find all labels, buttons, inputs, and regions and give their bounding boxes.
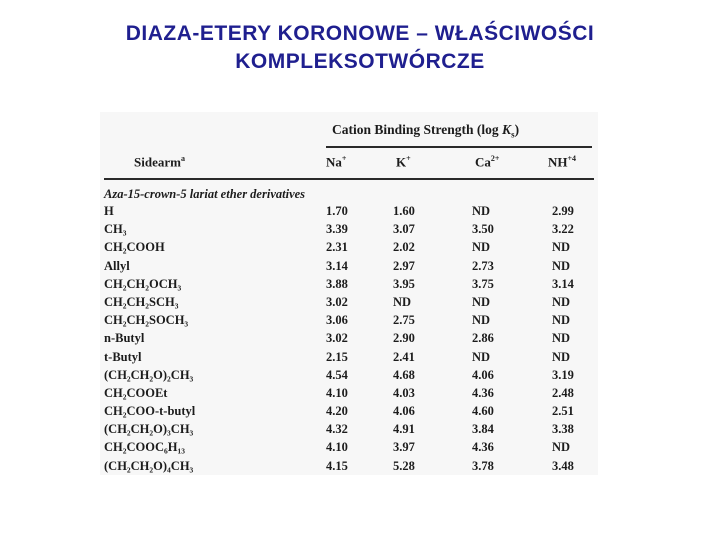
cell-k: 3.95 [393, 276, 415, 291]
cell-na: 3.39 [326, 222, 348, 237]
table-body [100, 202, 598, 475]
cell-na: 4.32 [326, 422, 348, 437]
cell-sidearm: (CH₂CH₂O)₃CH₃ [104, 422, 194, 437]
cell-k: 3.97 [393, 440, 415, 455]
table-row [100, 275, 598, 293]
cell-na: 3.88 [326, 276, 348, 291]
cell-ca: 4.36 [472, 440, 494, 455]
table-row [100, 457, 598, 475]
table-row [100, 438, 598, 456]
cell-na: 2.15 [326, 349, 348, 364]
cell-nh4: 2.48 [552, 385, 574, 400]
cell-sidearm: H [104, 204, 114, 218]
cell-nh4: 3.19 [552, 367, 574, 382]
cell-nh4: ND [552, 313, 571, 328]
cell-ca: ND [472, 240, 491, 255]
cell-sidearm: CH₂COOEt [104, 385, 168, 400]
cell-ca: 3.78 [472, 458, 494, 473]
cell-sidearm: n-Butyl [104, 331, 145, 346]
table-row [100, 202, 598, 220]
cell-sidearm: t-Butyl [104, 349, 142, 364]
table-row [100, 238, 598, 256]
cell-nh4: ND [552, 258, 571, 273]
cell-ca: 2.86 [472, 331, 494, 346]
cell-na: 2.31 [326, 240, 348, 255]
cell-nh4: 2.99 [552, 204, 574, 218]
table-row [100, 402, 598, 420]
cell-nh4: 2.51 [552, 404, 574, 419]
table-row [100, 348, 598, 366]
table-row [100, 384, 598, 402]
cell-k: ND [393, 294, 412, 309]
col-header-ca: $Ca^{2+}$ [475, 154, 500, 170]
table-row [100, 366, 598, 384]
cell-na: 3.02 [326, 294, 348, 309]
cell-sidearm: CH₂CH₂SCH₃ [104, 294, 179, 309]
cell-nh4: ND [552, 294, 571, 309]
cell-ca: ND [472, 349, 491, 364]
cell-nh4: ND [552, 440, 571, 455]
cell-nh4: 3.22 [552, 222, 574, 237]
cell-sidearm: Allyl [104, 258, 130, 273]
col-header-sidearm: Sidearm$^a$ [134, 154, 185, 170]
cell-nh4: 3.48 [552, 458, 574, 473]
cell-sidearm: CH₃ [104, 222, 127, 237]
cell-k: 4.03 [393, 385, 415, 400]
cell-ca: 3.50 [472, 222, 494, 237]
cell-k: 2.90 [393, 331, 415, 346]
cell-ca: 2.73 [472, 258, 494, 273]
table-row [100, 420, 598, 438]
table-row [100, 311, 598, 329]
cell-k: 2.41 [393, 349, 415, 364]
col-header-k: K+ [396, 154, 411, 170]
header-rule-bottom [104, 178, 594, 180]
cell-ca: 4.06 [472, 367, 494, 382]
cell-k: 5.28 [393, 458, 415, 473]
cell-na: 4.20 [326, 404, 348, 419]
cell-na: 3.14 [326, 258, 348, 273]
slide-title [0, 20, 720, 76]
cell-na: 4.54 [326, 367, 348, 382]
cell-na: 1.70 [326, 204, 348, 218]
cell-k: 4.91 [393, 422, 415, 437]
header-rule-top [326, 146, 592, 148]
cell-sidearm: CH₂CH₂OCH₃ [104, 276, 182, 291]
table-row [100, 329, 598, 347]
cell-nh4: ND [552, 331, 571, 346]
cell-k: 4.68 [393, 367, 415, 382]
title-line-2: KOMPLEKSOTWÓRCZE [235, 50, 485, 73]
cell-na: 3.06 [326, 313, 348, 328]
title-line-1: DIAZA-ETERY KORONOWE – WŁAŚCIWOŚCI [125, 22, 595, 45]
cell-k: 4.06 [393, 404, 415, 419]
cell-k: 2.97 [393, 258, 415, 273]
cell-sidearm: CH₂CH₂SOCH₃ [104, 313, 189, 328]
cell-na: 4.15 [326, 458, 348, 473]
cell-ca: 3.84 [472, 422, 494, 437]
scanned-table-image [100, 112, 598, 475]
cell-ca: ND [472, 313, 491, 328]
table-row [100, 293, 598, 311]
cell-nh4: ND [552, 349, 571, 364]
cell-ca: 3.75 [472, 276, 494, 291]
cell-k: 1.60 [393, 204, 415, 218]
cell-sidearm: CH₂COOH [104, 240, 165, 255]
cell-k: 2.02 [393, 240, 415, 255]
cell-sidearm: (CH₂CH₂O)₂CH₃ [104, 367, 194, 382]
cell-sidearm: CH₂COOC₆H₁₃ [104, 440, 185, 455]
cell-ca: ND [472, 204, 491, 218]
cell-sidearm: CH₂COO-t-butyl [104, 404, 196, 419]
section-label: Aza-15-crown-5 lariat ether derivatives [104, 187, 306, 201]
cell-k: 2.75 [393, 313, 415, 328]
cell-na: 4.10 [326, 440, 348, 455]
table-row [100, 257, 598, 275]
cell-ca: 4.60 [472, 404, 494, 419]
table-group-header: Cation Binding Strength (log $K_s$) [332, 122, 520, 140]
cell-nh4: 3.14 [552, 276, 574, 291]
cell-nh4: ND [552, 240, 571, 255]
col-header-nh4: $NH^{+4}$ [548, 154, 577, 170]
table-row [100, 220, 598, 238]
cell-nh4: 3.38 [552, 422, 574, 437]
cell-sidearm: (CH₂CH₂O)₄CH₃ [104, 458, 194, 473]
col-header-na: Na+ [326, 154, 347, 170]
cell-na: 3.02 [326, 331, 348, 346]
cell-na: 4.10 [326, 385, 348, 400]
cell-k: 3.07 [393, 222, 415, 237]
cell-ca: ND [472, 294, 491, 309]
cell-ca: 4.36 [472, 385, 494, 400]
